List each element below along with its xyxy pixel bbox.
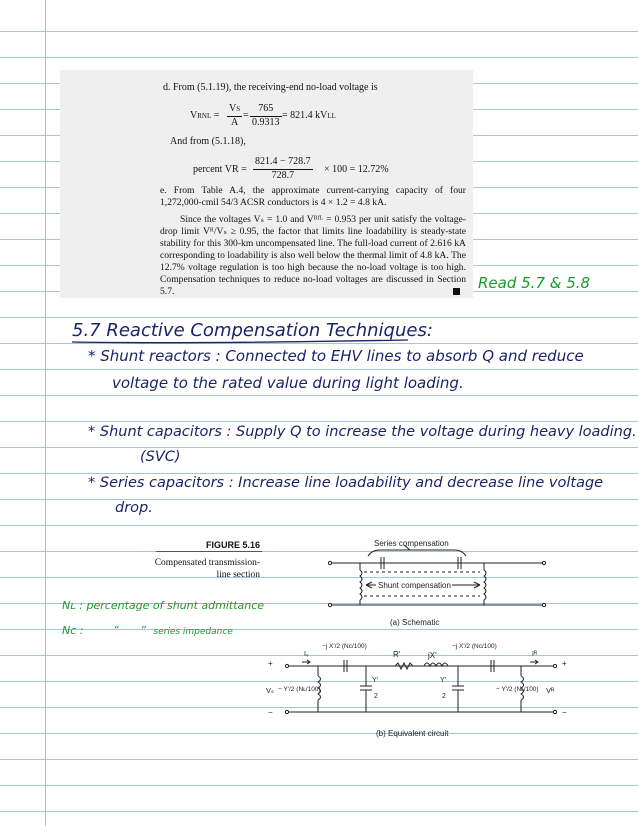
vs-label: Vₛ [266, 686, 274, 695]
equivalent-circuit-label: (b) Equivalent circuit [376, 729, 449, 738]
read-note: Read 5.7 & 5.8 [478, 274, 591, 292]
schematic-shunt-reactor-right [484, 570, 486, 600]
schematic-label: (a) Schematic [390, 618, 440, 627]
765-fraction: $\frac{765}{0.9313}$ [252, 103, 280, 128]
since-paragraph: Since the voltages Vₛ = 1.0 and Vᴿᶠᴸ = 0.953 per unit satisfy the voltage-drop limit Vᴿ/Vₛ ≥ 0.95, the factor that limits line loadability is steady-state stability for this 300-km uncompensated line. The full-load current of 2.616 kA corresponding to loadability is also well below the thermal limit of 4.8 kA. The 12.7% voltage regulation is too high because the no-load voltage is too high. Compensation techniques to reduce no-load voltages are discussed in Section 5.7. [160, 214, 466, 297]
y-half-right-num: Y' [440, 677, 447, 684]
minus-left: − [268, 708, 273, 717]
shunt-compensation-label: Shunt compensation [378, 581, 451, 590]
section-heading: 5.7 Reactive Compensation Techniques: [72, 320, 433, 341]
shunt-right-label: − Y'/2 (Nʟ/100) [496, 686, 539, 693]
bullet-series-capacitors-line1: * Series capacitors : Increase line loadability and decrease line voltage [88, 475, 604, 491]
figure-title: FIGURE 5.16 [205, 540, 260, 550]
y-half-left-num: Y' [372, 677, 379, 684]
vr-result: × 100 = 12.72% [324, 164, 389, 175]
vrnl-symbol: VRNL = [190, 110, 220, 121]
cap-left-label: −j X'/2 (Nᴄ/100) [322, 643, 367, 650]
vs-over-a-fraction: $\frac{VS}{A}$ [229, 103, 241, 128]
schematic-diagram [328, 545, 545, 607]
r-prime-label: R' [393, 650, 401, 659]
nl-note: Nʟ : percentage of shunt admittance [62, 599, 265, 612]
bullet-shunt-capacitors-line2: (SVC) [140, 449, 181, 465]
figure-caption: Compensated transmission-line section [154, 558, 260, 580]
series-compensation-label: Series compensation [374, 539, 449, 548]
percent-vr-label: percent VR = [193, 164, 247, 175]
shunt-left-label: − Y'/2 (Nʟ/100) [278, 686, 321, 693]
bullet-shunt-reactors-line1: * Shunt reactors : Connected to EHV lines to absorb Q and reduce [88, 347, 584, 365]
plus-left: + [268, 659, 273, 668]
plus-right: + [562, 659, 567, 668]
vr-label: Vᴿ [546, 686, 555, 695]
vrnl-result: = 821.4 kVLL [282, 110, 336, 121]
y-half-right-den: 2 [442, 693, 446, 700]
y-half-left-den: 2 [374, 693, 378, 700]
eq-sign: = [243, 110, 249, 121]
vr-fraction: $\frac{821.4 - 728.7}{728.7}$ [255, 156, 311, 181]
jx-prime-label: jX' [428, 651, 437, 660]
bullet-shunt-capacitors-line1: * Shunt capacitors : Supply Q to increase the voltage during heavy loading. [88, 424, 637, 440]
minus-right: − [562, 708, 567, 717]
schematic-shunt-reactor-left [360, 570, 362, 600]
bullet-series-capacitors-line2: drop. [115, 500, 153, 516]
bullet-shunt-reactors-line2: voltage to the rated value during light loading. [112, 374, 464, 392]
cap-right-label: −j X'/2 (Nᴄ/100) [452, 643, 497, 650]
ir-label: Iᴿ [532, 651, 538, 658]
item-e-text: e. From Table A.4, the approximate current-carrying capacity of four 1,272,000-cmil 54/3 ACSR conductors is 4 × 1.2 = 4.8 kA. [160, 185, 466, 208]
is-label: Iₛ [304, 651, 309, 658]
nc-note: Nᴄ : ” ” series impedance [62, 624, 233, 637]
item-d-intro: d. From (5.1.19), the receiving-end no-load voltage is [163, 82, 378, 93]
and-from-text: And from (5.1.18), [170, 136, 246, 147]
